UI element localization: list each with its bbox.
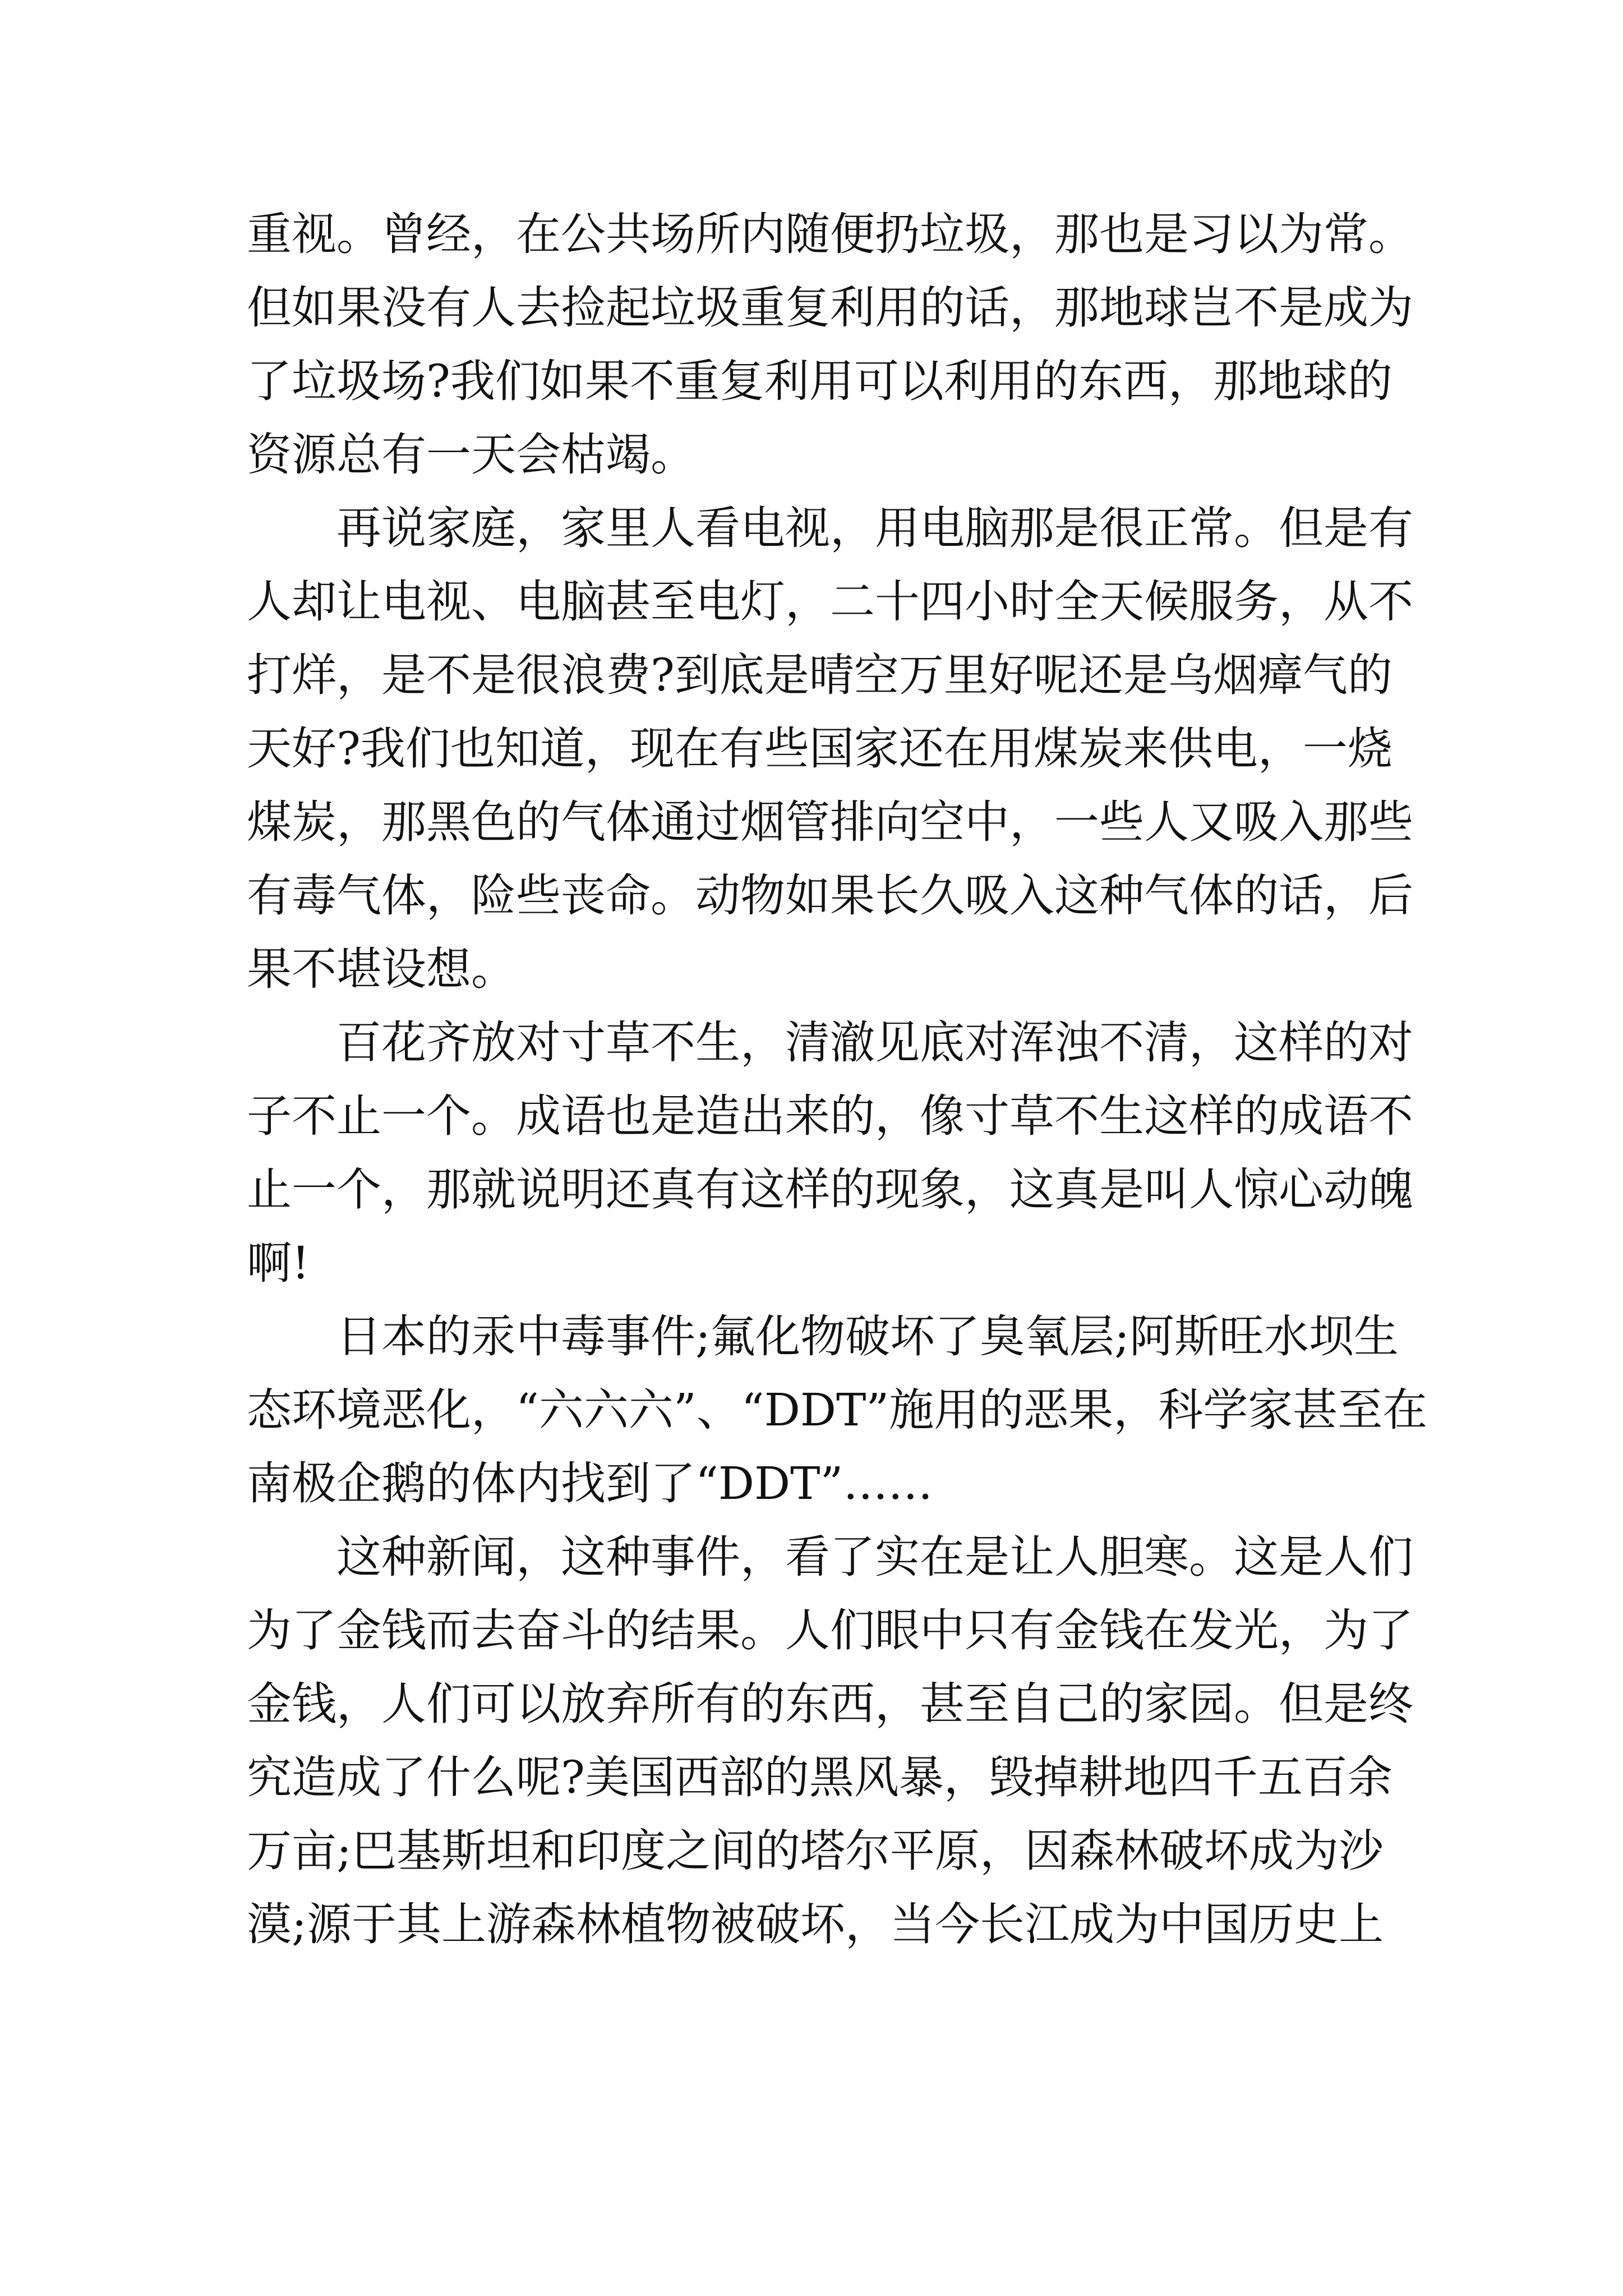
text-line: 止一个，那就说明还真有这样的现象，这真是叫人惊心动魄 [247,1163,1413,1216]
text-line: 了垃圾场?我们如果不重复利用可以利用的东西，那地球的 [247,355,1393,407]
text-line: 再说家庭，家里人看电视，用电脑那是很正常。但是有 [247,502,1413,554]
document-body [247,197,1428,1961]
text-line: 百花齐放对寸草不生，清澈见底对浑浊不清，这样的对 [247,1016,1413,1069]
text-line: 南极企鹅的体内找到了“DDT”…… [247,1457,933,1510]
text-line: 子不止一个。成语也是造出来的，像寸草不生这样的成语不 [247,1090,1413,1142]
text-line: 资源总有一天会枯竭。 [247,429,695,481]
text-line: 态环境恶化，“六六六”、“DDT”施用的恶果，科学家甚至在 [247,1384,1428,1436]
text-line: 万亩;巴基斯坦和印度之间的塔尔平原，因森林破坏成为沙 [247,1825,1384,1877]
text-line: 啊! [247,1237,310,1289]
text-line: 重视。曾经，在公共场所内随便扔垃圾，那也是习以为常。 [247,208,1413,260]
text-line: 为了金钱而去奋斗的结果。人们眼中只有金钱在发光，为了 [247,1604,1413,1657]
text-line: 但如果没有人去捡起垃圾重复利用的话，那地球岂不是成为 [247,282,1413,334]
text-line: 果不堪设想。 [247,943,516,995]
text-line: 人却让电视、电脑甚至电灯，二十四小时全天候服务，从不 [247,576,1413,628]
text-line: 漠;源于其上游森林植物被破坏，当今长江成为中国历史上 [247,1898,1384,1950]
text-line: 究造成了什么呢?美国西部的黑风暴，毁掉耕地四千五百余 [247,1751,1393,1803]
text-line: 日本的汞中毒事件;氟化物破坏了臭氧层;阿斯旺水坝生 [247,1310,1399,1363]
text-line: 天好?我们也知道，现在有些国家还在用煤炭来供电，一烧 [247,723,1393,775]
text-line: 打烊，是不是很浪费?到底是晴空万里好呢还是乌烟瘴气的 [247,649,1393,701]
text-line: 有毒气体，险些丧命。动物如果长久吸入这种气体的话，后 [247,869,1413,922]
text-line: 煤炭，那黑色的气体通过烟管排向空中，一些人又吸入那些 [247,796,1413,848]
text-line: 金钱，人们可以放弃所有的东西，甚至自己的家园。但是终 [247,1678,1413,1730]
text-line: 这种新闻，这种事件，看了实在是让人胆寒。这是人们 [247,1531,1413,1583]
